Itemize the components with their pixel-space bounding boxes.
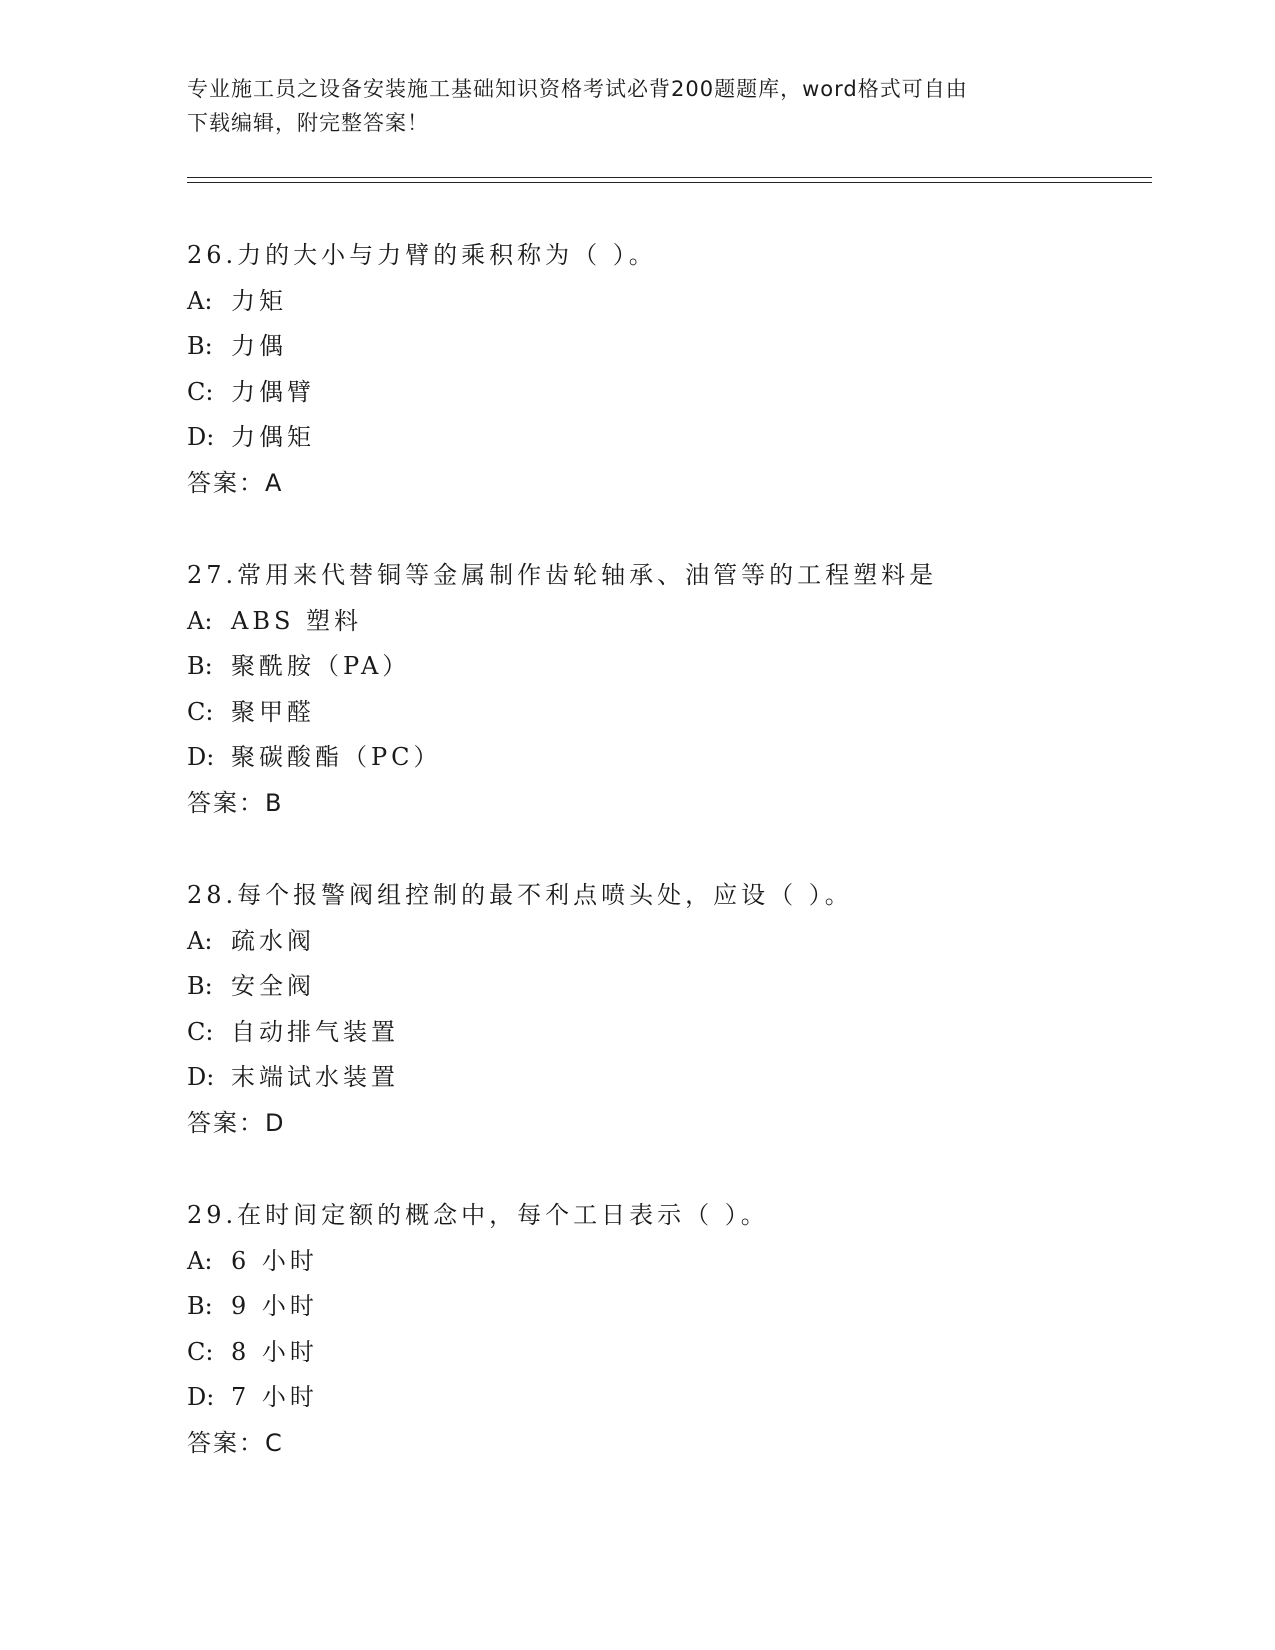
option-key: B: <box>187 652 213 680</box>
option-text: 7 小时 <box>231 1383 318 1411</box>
question-stem: 27.常用来代替铜等金属制作齿轮轴承、油管等的工程塑料是 <box>187 561 938 589</box>
option-text: 力矩 <box>231 286 287 315</box>
question-29 <box>187 1193 1147 1466</box>
option-text: 聚碳酸酯（PC） <box>231 743 442 771</box>
option-key: C: <box>187 377 214 406</box>
option-key: A: <box>187 606 213 635</box>
option-key: B: <box>187 332 213 360</box>
option-d <box>187 415 1147 461</box>
document-header <box>187 72 1087 140</box>
header-divider-bottom <box>187 182 1152 183</box>
option-b <box>187 1284 1147 1330</box>
option-key: A: <box>187 1246 213 1275</box>
question-27 <box>187 553 1147 826</box>
option-text: ABS 塑料 <box>231 606 363 635</box>
option-key: D: <box>187 1383 215 1411</box>
option-c <box>187 370 1147 416</box>
option-text: 疏水阀 <box>231 926 315 955</box>
option-text: 力偶矩 <box>231 423 315 451</box>
option-key: B: <box>187 972 213 1000</box>
question-28 <box>187 873 1147 1146</box>
option-text: 末端试水装置 <box>231 1063 399 1091</box>
answer-line: 答案：B <box>187 788 284 817</box>
option-text: 聚酰胺（PA） <box>231 652 411 680</box>
option-key: D: <box>187 743 215 771</box>
option-key: B: <box>187 1292 213 1320</box>
option-text: 力偶臂 <box>231 377 315 406</box>
header-line-1: 专业施工员之设备安装施工基础知识资格考试必背200题题库，word格式可自由 <box>187 77 968 101</box>
header-divider-top <box>187 177 1152 178</box>
answer-line: 答案：C <box>187 1428 284 1457</box>
option-c <box>187 690 1147 736</box>
option-text: 聚甲醛 <box>231 697 315 726</box>
option-d <box>187 1375 1147 1421</box>
option-key: C: <box>187 1337 214 1366</box>
question-26 <box>187 233 1147 506</box>
option-text: 自动排气装置 <box>231 1017 399 1046</box>
option-a <box>187 599 1147 645</box>
option-key: A: <box>187 286 213 315</box>
question-stem: 28.每个报警阀组控制的最不利点喷头处，应设（ ）。 <box>187 881 853 909</box>
question-stem: 29.在时间定额的概念中，每个工日表示（ ）。 <box>187 1201 769 1229</box>
option-text: 9 小时 <box>231 1292 318 1320</box>
option-b <box>187 644 1147 690</box>
option-a <box>187 279 1147 325</box>
option-text: 8 小时 <box>231 1337 318 1366</box>
option-b <box>187 324 1147 370</box>
option-text: 6 小时 <box>231 1246 318 1275</box>
option-b <box>187 964 1147 1010</box>
option-a <box>187 1239 1147 1285</box>
option-a <box>187 919 1147 965</box>
option-key: D: <box>187 423 215 451</box>
answer-line: 答案：A <box>187 468 284 497</box>
header-line-2: 下载编辑，附完整答案！ <box>187 111 429 135</box>
answer-line: 答案：D <box>187 1108 286 1137</box>
question-stem: 26.力的大小与力臂的乘积称为（ ）。 <box>187 241 657 269</box>
option-key: C: <box>187 1017 214 1046</box>
option-key: A: <box>187 926 213 955</box>
option-c <box>187 1010 1147 1056</box>
option-d <box>187 1055 1147 1101</box>
option-d <box>187 735 1147 781</box>
option-text: 力偶 <box>231 332 287 360</box>
option-key: C: <box>187 697 214 726</box>
option-c <box>187 1330 1147 1376</box>
option-key: D: <box>187 1063 215 1091</box>
option-text: 安全阀 <box>231 972 315 1000</box>
